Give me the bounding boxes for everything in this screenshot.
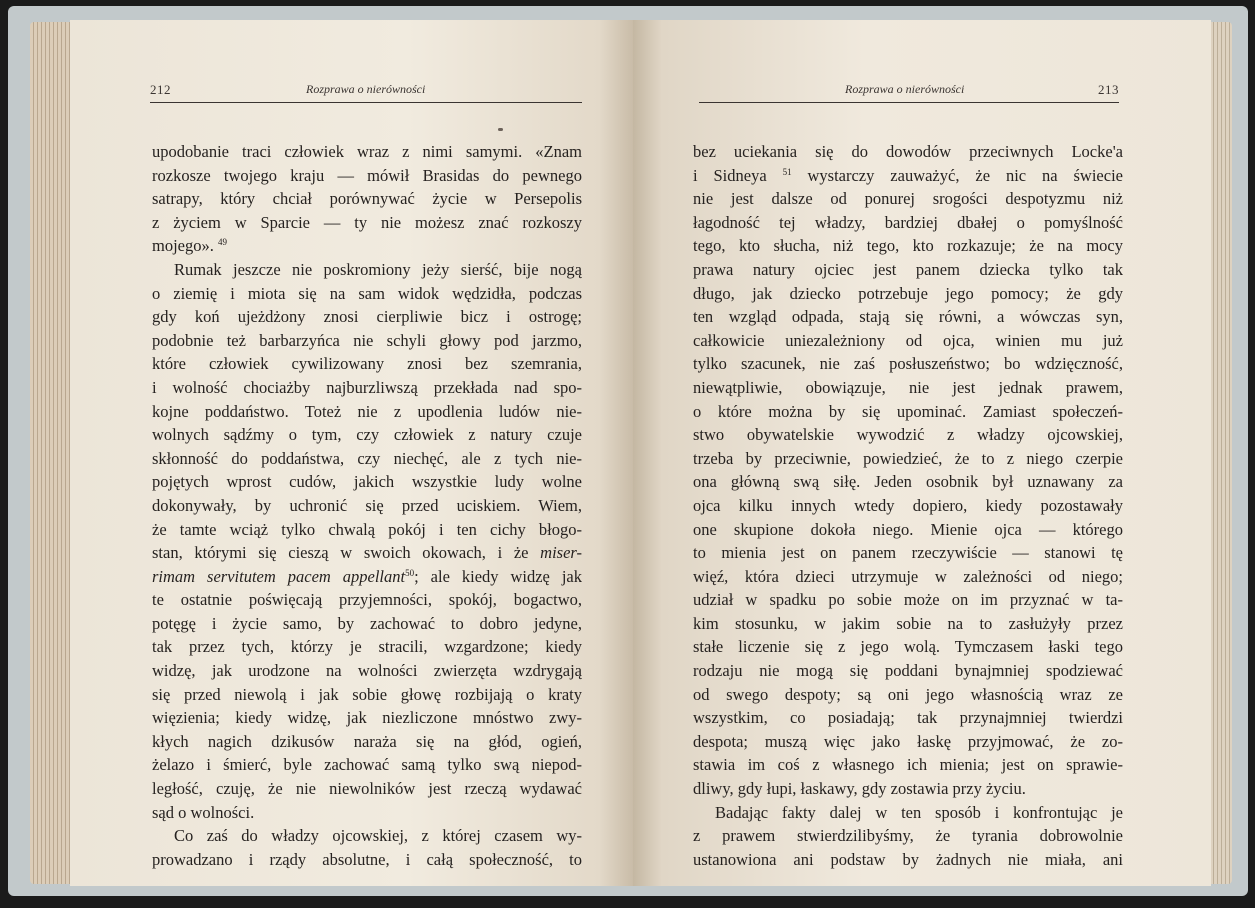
text-line: prawa natury ojciec jest panem dziecka tylko tak xyxy=(693,259,1123,279)
text-line: wszystkim, co posiadają; tak przynajmniej twierdzi xyxy=(693,708,1123,728)
text-line: Co zaś do władzy ojcowskiej, z której czasem wy- xyxy=(174,826,582,846)
text-line: gdy koń ujeżdżony znosi cierpliwie bicz i ostrogę; xyxy=(152,307,582,327)
text-line: się przed niewolą i jak sobie głowę rozbijają o kraty xyxy=(152,684,582,704)
left-running-title: Rozprawa o nierówności xyxy=(306,82,426,96)
text-line: całkowicie uniezależniony od ojca, winien mu już xyxy=(693,330,1123,350)
text-line: rodzaju nie mogą się poddani bynajmniej spodziewać xyxy=(693,661,1123,681)
text-line: i Sidneya $^{51}$ wystarczy zauważyć, że nic na świecie xyxy=(693,165,1123,185)
right-page xyxy=(633,20,1211,886)
text-line: z prawem stwierdzilibyśmy, że tyrania dobrowolnie xyxy=(693,826,1123,846)
text-line: dliwy, gdy łupi, łaskawy, gdy zostawia przy życiu. xyxy=(693,779,1026,799)
footnote-marker: 51 xyxy=(782,166,792,177)
right-page-number: 213 xyxy=(1098,82,1119,97)
text-line: stałe liczenie się z jego wolą. Tymczasem łaski tego xyxy=(693,637,1123,657)
text-line: i wolność chociażby najburzliwszą przekłada nad spo- xyxy=(152,377,582,397)
text-line: ona główną swą siłę. Jeden osobnik był uznawany za xyxy=(693,472,1123,492)
text-line: ustanowiona ani podstaw by żadnych nie miała, ani xyxy=(693,849,1123,869)
text-line: że tamte wciąż tylko chwalą pokój i ten cichy błogo- xyxy=(152,519,582,539)
text-line: despota; muszą więc jako łaskę przyjmować, że zo- xyxy=(693,731,1123,751)
text-line: żelazo i śmierć, byle zachować samą tylko swą niepod- xyxy=(152,755,582,775)
text-line: o które można by się upominać. Zamiast społeczeń- xyxy=(693,401,1123,421)
text-line: kojne poddaństwo. Toteż nie z upodlenia ludów nie- xyxy=(152,401,582,421)
footnote-marker: 50 xyxy=(405,567,415,578)
text-line: więzienia; kiedy widzę, jak niezliczone mnóstwo zwy- xyxy=(152,708,582,728)
text-line: nie jest dalsze od ponurej srogości despotyzmu niż xyxy=(693,189,1123,209)
ink-fleck xyxy=(498,128,503,131)
text-line: pojętych wprost cudów, jakich wszystkie ludy wolne xyxy=(152,472,582,492)
text-line: z życiem w Sparcie — ty nie możesz znać rozkoszy xyxy=(152,212,582,232)
text-line: rimam servitutem pacem appellant$^{50}$; ale kiedy widzę jak xyxy=(152,566,582,586)
right-page-text xyxy=(693,140,1123,871)
text-line: rozkosze twojego kraju — mówił Brasidas do pewnego xyxy=(152,165,582,185)
text-line: ten wzgląd odpada, stają się równi, a wówczas syn, xyxy=(693,307,1123,327)
left-running-head xyxy=(150,82,582,103)
text-line: Badając fakty dalej w ten sposób i konfrontując je xyxy=(715,802,1123,822)
left-page-text xyxy=(152,140,582,871)
text-line: które człowiek cywilizowany znosi bez szemrania, xyxy=(152,354,582,374)
text-line: udział w spadku po sobie może on im przyznać w ta- xyxy=(693,590,1123,610)
text-line: one skupione dokoła niego. Mienie ojca — którego xyxy=(693,519,1123,539)
text-line: łagodność tej władzy, bardziej dbałej o pomyślność xyxy=(693,212,1123,232)
text-line: niewątpliwie, obowiązuje, nie jest jednak prawem, xyxy=(693,377,1123,397)
text-line: trzeba by przeciwnie, powiedzieć, że to z niego czerpie xyxy=(693,448,1123,468)
text-line: bez uciekania się do dowodów przeciwnych Locke'a xyxy=(693,142,1123,161)
text-line: tego, kto słucha, niż tego, kto rozkazuje; że na mocy xyxy=(693,236,1123,256)
text-line: satrapy, który chciał porównywać życie w Persepolis xyxy=(152,189,582,209)
text-line: wolnych sądźmy o tym, czy człowiek z natury czuje xyxy=(152,425,582,445)
text-line: stan, którymi się cieszą w swoich okowach, i że miser- xyxy=(152,543,582,563)
left-page-number: 212 xyxy=(150,82,171,97)
footnote-marker: 49 xyxy=(218,237,227,248)
text-line: sąd o wolności. xyxy=(152,802,255,822)
text-line: od swego despoty; są oni jego własnością wraz ze xyxy=(693,684,1123,704)
text-line: kim stosunku, w jakim sobie na to zasłużyły przez xyxy=(693,613,1123,633)
text-line: kłych nagich dzikusów naraża się na głód, ogień, xyxy=(152,731,582,751)
text-line: podobnie też barbarzyńca nie schyli głowy pod jarzmo, xyxy=(152,330,582,350)
left-page xyxy=(70,20,633,886)
text-line: upodobanie traci człowiek wraz z nimi samymi. «Znam xyxy=(152,142,582,161)
right-running-head xyxy=(699,82,1119,103)
text-line: potęgę i życie samo, by zachować to dobro jedyne, xyxy=(152,613,582,633)
text-line: mojego». $^{49}$ xyxy=(152,236,227,256)
text-line: Rumak jeszcze nie poskromiony jeży sierść, bije nogą xyxy=(174,259,582,279)
text-line: stwo obywatelskie wywodzić z władzy ojcowskiej, xyxy=(693,425,1123,445)
text-line: ległość, czuję, że nie niewolników jest rzeczą wydawać xyxy=(152,779,582,799)
text-line: ojca kilku innych wtedy dopiero, kiedy pozostawały xyxy=(693,495,1123,515)
text-line: te ostatnie poświęcają przyjemności, spokój, bogactwo, xyxy=(152,590,582,610)
text-line: długo, jak dziecko potrzebuje jego pomocy; że gdy xyxy=(693,283,1123,303)
text-line: o ziemię i miota się na sam widok wędzidła, podczas xyxy=(152,283,582,303)
text-line: stawia im coś z własnego ich mienia; jest on sprawie- xyxy=(693,755,1123,775)
text-line: prowadzano i rządy absolutne, i całą społeczność, to xyxy=(152,849,582,869)
text-line: dokonywały, by uchronić się przed uciskiem. Wiem, xyxy=(152,495,582,515)
text-line: tylko szacunek, nie zaś posłuszeństwo; bo wdzięczność, xyxy=(693,354,1123,374)
text-line: to mienia jest on panem rzeczywiście — stanowi tę xyxy=(693,543,1123,563)
text-line: więź, która dzieci utrzymuje w zależności od niego; xyxy=(693,566,1123,586)
text-line: tak przez tych, którzy je stracili, wzgardzone; kiedy xyxy=(152,637,582,657)
text-line: widzę, jak urodzone na wolności zwierzęta wzdrygają xyxy=(152,661,582,681)
right-running-title: Rozprawa o nierówności xyxy=(845,82,965,96)
text-line: skłonność do poddaństwa, czy niechęć, ale z tych nie- xyxy=(152,448,582,468)
